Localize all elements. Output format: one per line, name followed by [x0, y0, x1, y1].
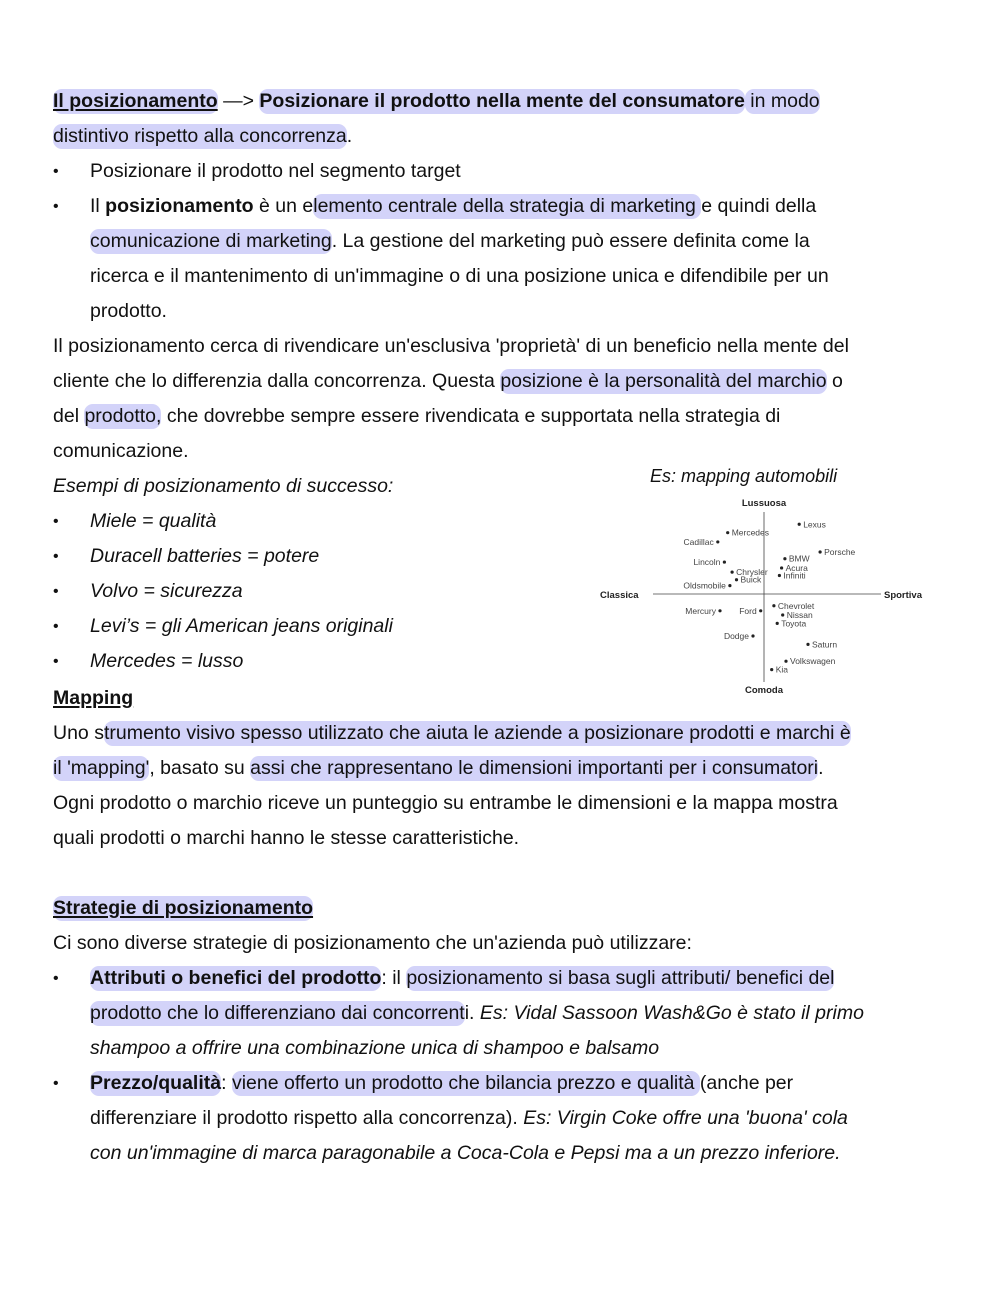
text: Uno s — [53, 722, 104, 744]
mapping-chart — [595, 462, 935, 702]
text: cliente che lo differenzia dalla concorrenza. Questa — [53, 370, 501, 392]
point-cadillac — [716, 540, 719, 543]
highlight: prodotto, — [84, 405, 162, 427]
italic-text: Es: Virgin Coke offre una 'buona' cola — [523, 1107, 848, 1129]
point-label-lincoln: Lincoln — [693, 557, 721, 568]
point-buick — [735, 578, 738, 581]
definition-line-2 — [53, 119, 352, 154]
bullet-posizionamento — [53, 189, 817, 224]
highlight: trumento visivo spesso utilizzato che aiuta le aziende a posizionare prodotti e marchi è — [103, 722, 851, 744]
example-item — [53, 609, 393, 644]
highlight: posizionamento si basa sugli attributi/ benefici del — [406, 967, 835, 989]
highlight: lemento centrale della strategia di marketing — [313, 195, 702, 217]
bullet-dot: • — [53, 548, 59, 565]
paragraph-line — [53, 434, 189, 469]
text: i. — [464, 1002, 480, 1024]
highlight: il 'mapping' — [53, 757, 150, 779]
point-volkswagen — [784, 660, 787, 663]
bullet-line — [90, 294, 167, 329]
axis-label-left: Classica — [600, 590, 639, 601]
point-label-buick: Buick — [740, 574, 762, 585]
strategy-line — [90, 1101, 848, 1136]
point-label-dodge: Dodge — [723, 631, 749, 641]
heading-line — [53, 84, 820, 119]
point-oldsmobile — [728, 584, 731, 587]
example-item — [53, 539, 320, 574]
point-label-mercury: Mercury — [685, 605, 716, 616]
strategie-heading — [53, 891, 313, 926]
point-ford — [759, 609, 762, 612]
point-saturn — [806, 643, 809, 646]
point-label-bmw: BMW — [788, 553, 810, 564]
example-item — [53, 504, 217, 539]
point-label-saturn: Saturn — [812, 639, 838, 650]
bullet-dot: • — [53, 163, 59, 180]
point-mercury — [718, 609, 721, 612]
point-chrysler — [731, 571, 734, 574]
text: quali prodotti o marchi hanno le stesse caratteristiche. — [53, 827, 520, 849]
text: è un e — [253, 195, 314, 217]
point-label-porsche: Porsche — [824, 547, 856, 557]
bullet-dot: • — [53, 583, 59, 600]
point-mercedes — [726, 531, 729, 534]
highlight: comunicazione di marketing — [90, 230, 332, 252]
point-nissan — [781, 613, 784, 616]
point-porsche — [819, 550, 822, 553]
bullet-segment-target — [53, 154, 461, 189]
text: prodotto. — [90, 300, 167, 322]
point-label-infiniti: Infiniti — [783, 570, 806, 581]
bold-highlight: Prezzo/qualità — [90, 1072, 222, 1094]
italic-text: shampoo a offrire una combinazione unica di shampoo e balsamo — [90, 1037, 660, 1059]
text: comunicazione. — [53, 440, 189, 462]
example-item — [53, 574, 243, 609]
bullet-dot: • — [53, 1075, 59, 1092]
strategy-line — [90, 1136, 841, 1171]
paragraph-line — [53, 751, 824, 786]
bullet-dot: • — [53, 970, 59, 987]
paragraph-line — [53, 821, 519, 856]
definition-highlight: distintivo rispetto alla concorrenza — [53, 125, 347, 147]
paragraph-line — [53, 399, 780, 434]
examples-title — [53, 469, 393, 504]
point-label-toyota: Toyota — [781, 618, 807, 629]
strategy-line — [90, 996, 864, 1031]
strategy-line — [90, 1031, 659, 1066]
paragraph-line — [53, 364, 843, 399]
paragraph-line — [53, 926, 692, 961]
arrow-text: —> — [217, 90, 260, 112]
text: (anche per — [699, 1072, 794, 1094]
paragraph-line — [53, 786, 838, 821]
point-label-acura: Acura — [785, 562, 808, 573]
text: differenziare il prodotto rispetto alla concorrenza). — [90, 1107, 524, 1129]
heading-text: Mapping — [53, 687, 134, 709]
highlight: viene offerto un prodotto che bilancia prezzo e qualità — [231, 1072, 700, 1094]
text: che dovrebbe sempre essere rivendicata e supportata nella strategia di — [161, 405, 781, 427]
definition-bold: Posizionare il prodotto nella mente del consumatore — [259, 90, 745, 112]
text: : — [221, 1072, 232, 1094]
point-acura — [780, 566, 783, 569]
point-lincoln — [723, 560, 726, 563]
text: o — [826, 370, 843, 392]
point-label-cadillac: Cadillac — [683, 536, 714, 547]
point-dodge — [751, 634, 754, 637]
point-label-chrysler: Chrysler — [736, 567, 768, 578]
bullet-dot: • — [53, 513, 59, 530]
point-lexus — [798, 523, 801, 526]
period: . — [346, 125, 353, 147]
bullet-dot: • — [53, 618, 59, 635]
italic-text: con un'immagine di marca paragonabile a Coca-Cola e Pepsi ma a un prezzo inferiore. — [90, 1142, 841, 1164]
text: Ci sono diverse strategie di posizionamento che un'azienda può utilizzare: — [53, 932, 692, 954]
text: : il — [381, 967, 407, 989]
axis-label-bottom: Comoda — [745, 685, 783, 696]
highlight: prodotto che lo differenziano dai concorrent — [90, 1002, 465, 1024]
chart-caption: Es: mapping automobili — [650, 466, 838, 486]
strategy-item — [53, 961, 835, 996]
highlight: posizione è la personalità del marchio — [500, 370, 827, 392]
bullet-dot: • — [53, 653, 59, 670]
text: Ogni prodotto o marchio riceve un punteggio su entrambe le dimensioni e la mappa mostra — [53, 792, 838, 814]
point-chevrolet — [772, 604, 775, 607]
title-posizionamento: Il posizionamento — [53, 90, 218, 112]
paragraph-line — [53, 716, 851, 751]
point-bmw — [783, 557, 786, 560]
point-label-kia: Kia — [775, 664, 788, 675]
point-label-chevrolet: Chevrolet — [777, 600, 815, 611]
italic-text: Es: Vidal Sassoon Wash&Go è stato il primo — [479, 1002, 864, 1024]
text: , basato su — [149, 757, 251, 779]
example-item — [53, 644, 244, 679]
example-text: Mercedes = lusso — [90, 650, 244, 672]
text: Il posizionamento cerca di rivendicare un'esclusiva 'proprietà' di un beneficio nella mente del — [53, 335, 849, 357]
text: ricerca e il mantenimento di un'immagine o di una posizione unica e difendibile per un — [90, 265, 829, 287]
point-label-lexus: Lexus — [803, 519, 826, 530]
point-label-mercedes: Mercedes — [731, 527, 770, 538]
text: del — [53, 405, 85, 427]
text: . La gestione del marketing può essere definita come la — [331, 230, 810, 252]
definition-tail: in modo — [744, 90, 820, 112]
point-label-volkswagen: Volkswagen — [790, 656, 836, 667]
point-infiniti — [778, 574, 781, 577]
point-label-ford: Ford — [739, 605, 757, 616]
axis-label-top: Lussuosa — [741, 498, 787, 509]
example-text: Levi’s = gli American jeans originali — [90, 615, 393, 637]
example-text: Miele = qualità — [90, 510, 217, 532]
bold-highlight: Attributi o benefici del prodotto — [90, 967, 382, 989]
axis-label-right: Sportiva — [883, 590, 922, 601]
bullet-text: Posizionare il prodotto nel segmento target — [90, 160, 461, 182]
point-kia — [770, 668, 773, 671]
point-label-nissan: Nissan — [786, 610, 813, 620]
bullet-dot: • — [53, 198, 59, 215]
highlight: assi che rappresentano le dimensioni importanti per i consumatori — [250, 757, 819, 779]
mapping-heading — [53, 681, 133, 716]
example-text: Duracell batteries = potere — [90, 545, 320, 567]
bullet-line — [90, 259, 829, 294]
bold-text: posizionamento — [105, 195, 254, 217]
mapping-chart-svg — [595, 462, 935, 702]
strategy-item — [53, 1066, 794, 1101]
italic-text: Esempi di posizionamento di successo: — [53, 475, 394, 497]
bullet-line — [90, 224, 810, 259]
point-label-oldsmobile: Oldsmobile — [683, 580, 726, 591]
point-toyota — [776, 622, 779, 625]
text: e quindi della — [701, 195, 817, 217]
example-text: Volvo = sicurezza — [90, 580, 243, 602]
paragraph-line — [53, 329, 849, 364]
text: Il — [90, 195, 106, 217]
heading-text: Strategie di posizionamento — [53, 897, 314, 919]
text: . — [818, 757, 824, 779]
